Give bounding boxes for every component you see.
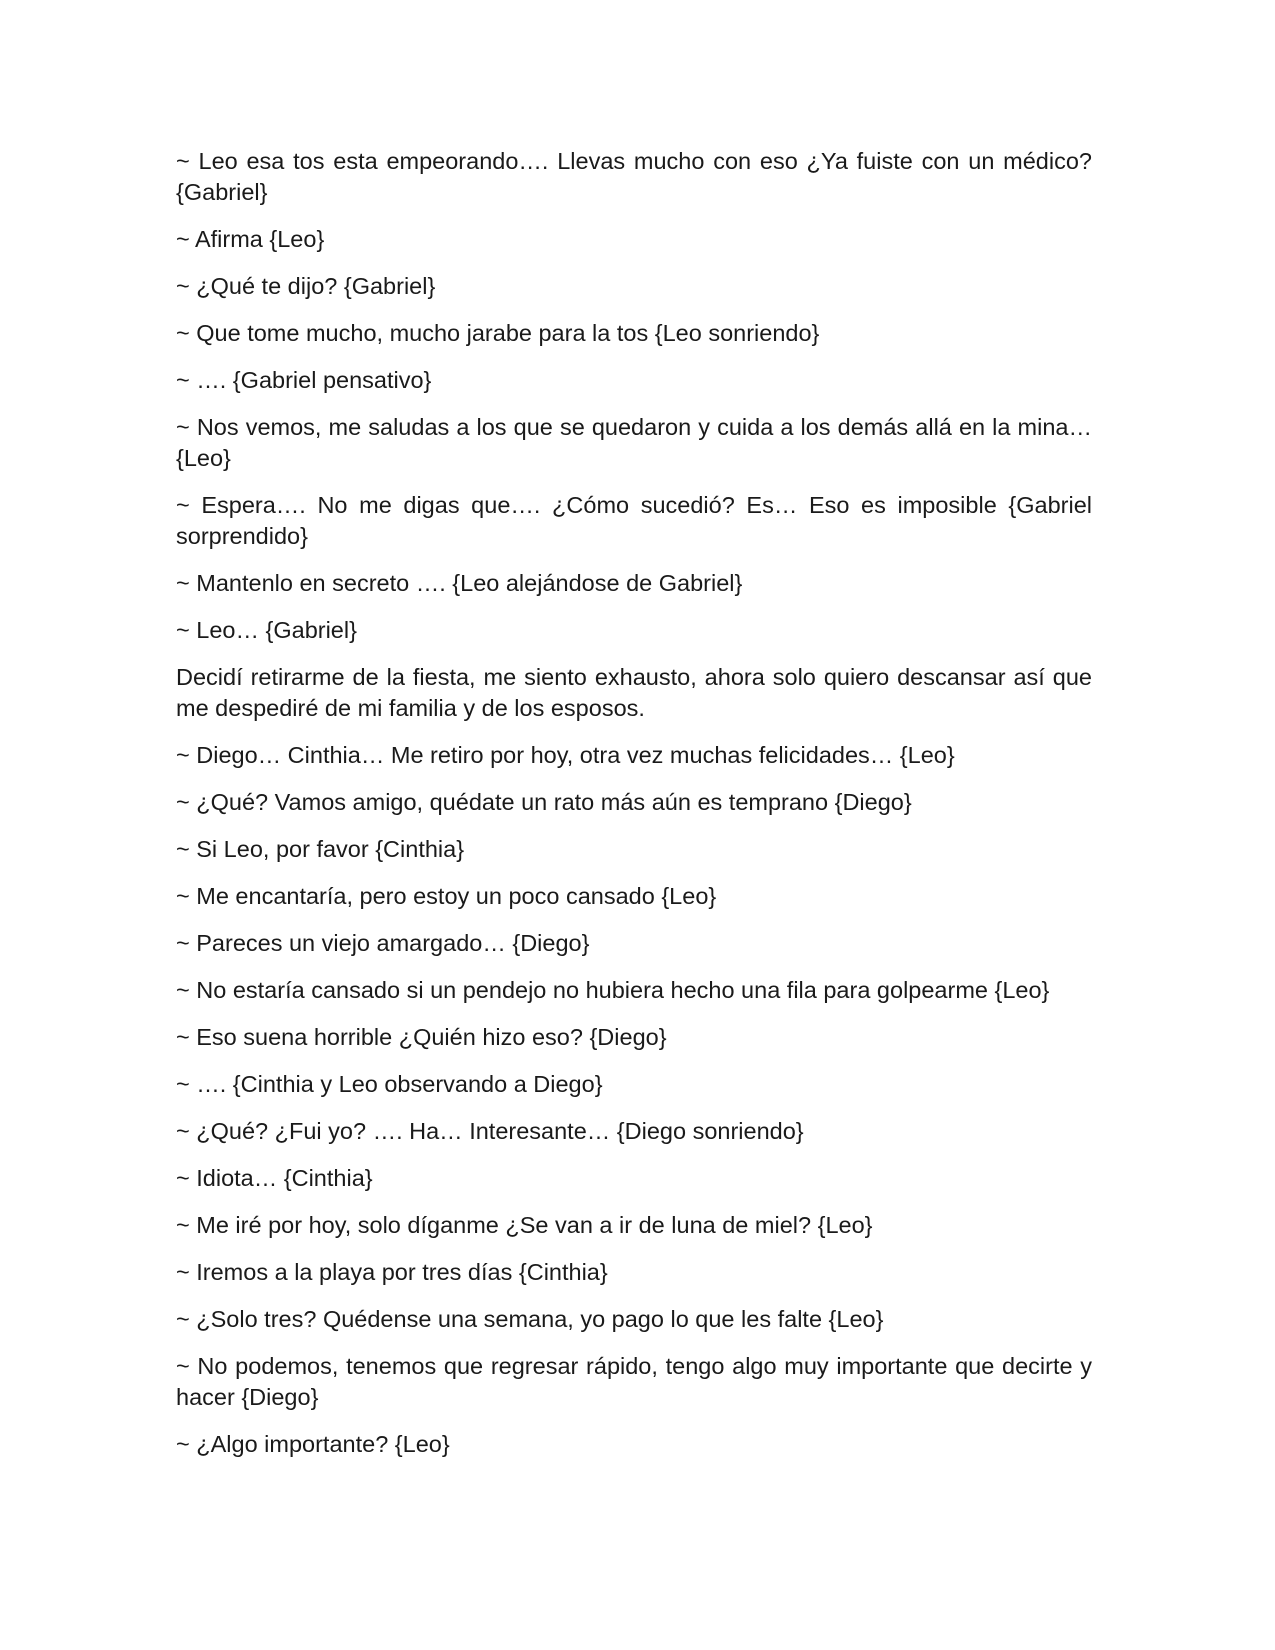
dialogue-line: ~ Me iré por hoy, solo díganme ¿Se van a ir de luna de miel? {Leo} <box>176 1212 873 1238</box>
dialogue-line: ~ No podemos, tenemos que regresar rápido, tengo algo muy importante que decirte y hacer {Diego} <box>176 1353 1092 1410</box>
dialogue-line: ~ Iremos a la playa por tres días {Cinthia} <box>176 1259 608 1285</box>
dialogue-line: ~ Leo… {Gabriel} <box>176 617 357 643</box>
dialogue-line: ~ Leo esa tos esta empeorando…. Llevas mucho con eso ¿Ya fuiste con un médico? {Gabriel} <box>176 148 1092 205</box>
dialogue-line: ~ Eso suena horrible ¿Quién hizo eso? {Diego} <box>176 1024 667 1050</box>
dialogue-line: ~ ¿Qué te dijo? {Gabriel} <box>176 273 436 299</box>
dialogue-line: ~ Pareces un viejo amargado… {Diego} <box>176 930 590 956</box>
dialogue-line: ~ ¿Qué? Vamos amigo, quédate un rato más aún es temprano {Diego} <box>176 789 912 815</box>
dialogue-line: ~ Diego… Cinthia… Me retiro por hoy, otra vez muchas felicidades… {Leo} <box>176 742 955 768</box>
dialogue-line: ~ Mantenlo en secreto …. {Leo alejándose de Gabriel} <box>176 570 743 596</box>
narration-paragraph: Decidí retirarme de la fiesta, me siento exhausto, ahora solo quiero descansar así que me despediré de mi familia y de los esposos. <box>176 664 1092 721</box>
dialogue-line: ~ No estaría cansado si un pendejo no hubiera hecho una fila para golpearme {Leo} <box>176 977 1050 1003</box>
dialogue-line: ~ ¿Solo tres? Quédense una semana, yo pago lo que les falte {Leo} <box>176 1306 884 1332</box>
dialogue-line: ~ Me encantaría, pero estoy un poco cansado {Leo} <box>176 883 717 909</box>
dialogue-line: ~ Espera…. No me digas que…. ¿Cómo sucedió? Es… Eso es imposible {Gabriel sorprendido} <box>176 492 1092 549</box>
dialogue-line: ~ Nos vemos, me saludas a los que se quedaron y cuida a los demás allá en la mina… {Leo} <box>176 414 1092 471</box>
dialogue-line: ~ ¿Algo importante? {Leo} <box>176 1431 450 1457</box>
dialogue-line: ~ Afirma {Leo} <box>176 226 325 252</box>
dialogue-line: ~ Si Leo, por favor {Cinthia} <box>176 836 465 862</box>
dialogue-line: ~ ¿Qué? ¿Fui yo? …. Ha… Interesante… {Diego sonriendo} <box>176 1118 804 1144</box>
dialogue-line: ~ Idiota… {Cinthia} <box>176 1165 373 1191</box>
document-body <box>176 146 1092 1476</box>
dialogue-line: ~ …. {Cinthia y Leo observando a Diego} <box>176 1071 603 1097</box>
dialogue-line: ~ Que tome mucho, mucho jarabe para la tos {Leo sonriendo} <box>176 320 820 346</box>
dialogue-line: ~ …. {Gabriel pensativo} <box>176 367 432 393</box>
